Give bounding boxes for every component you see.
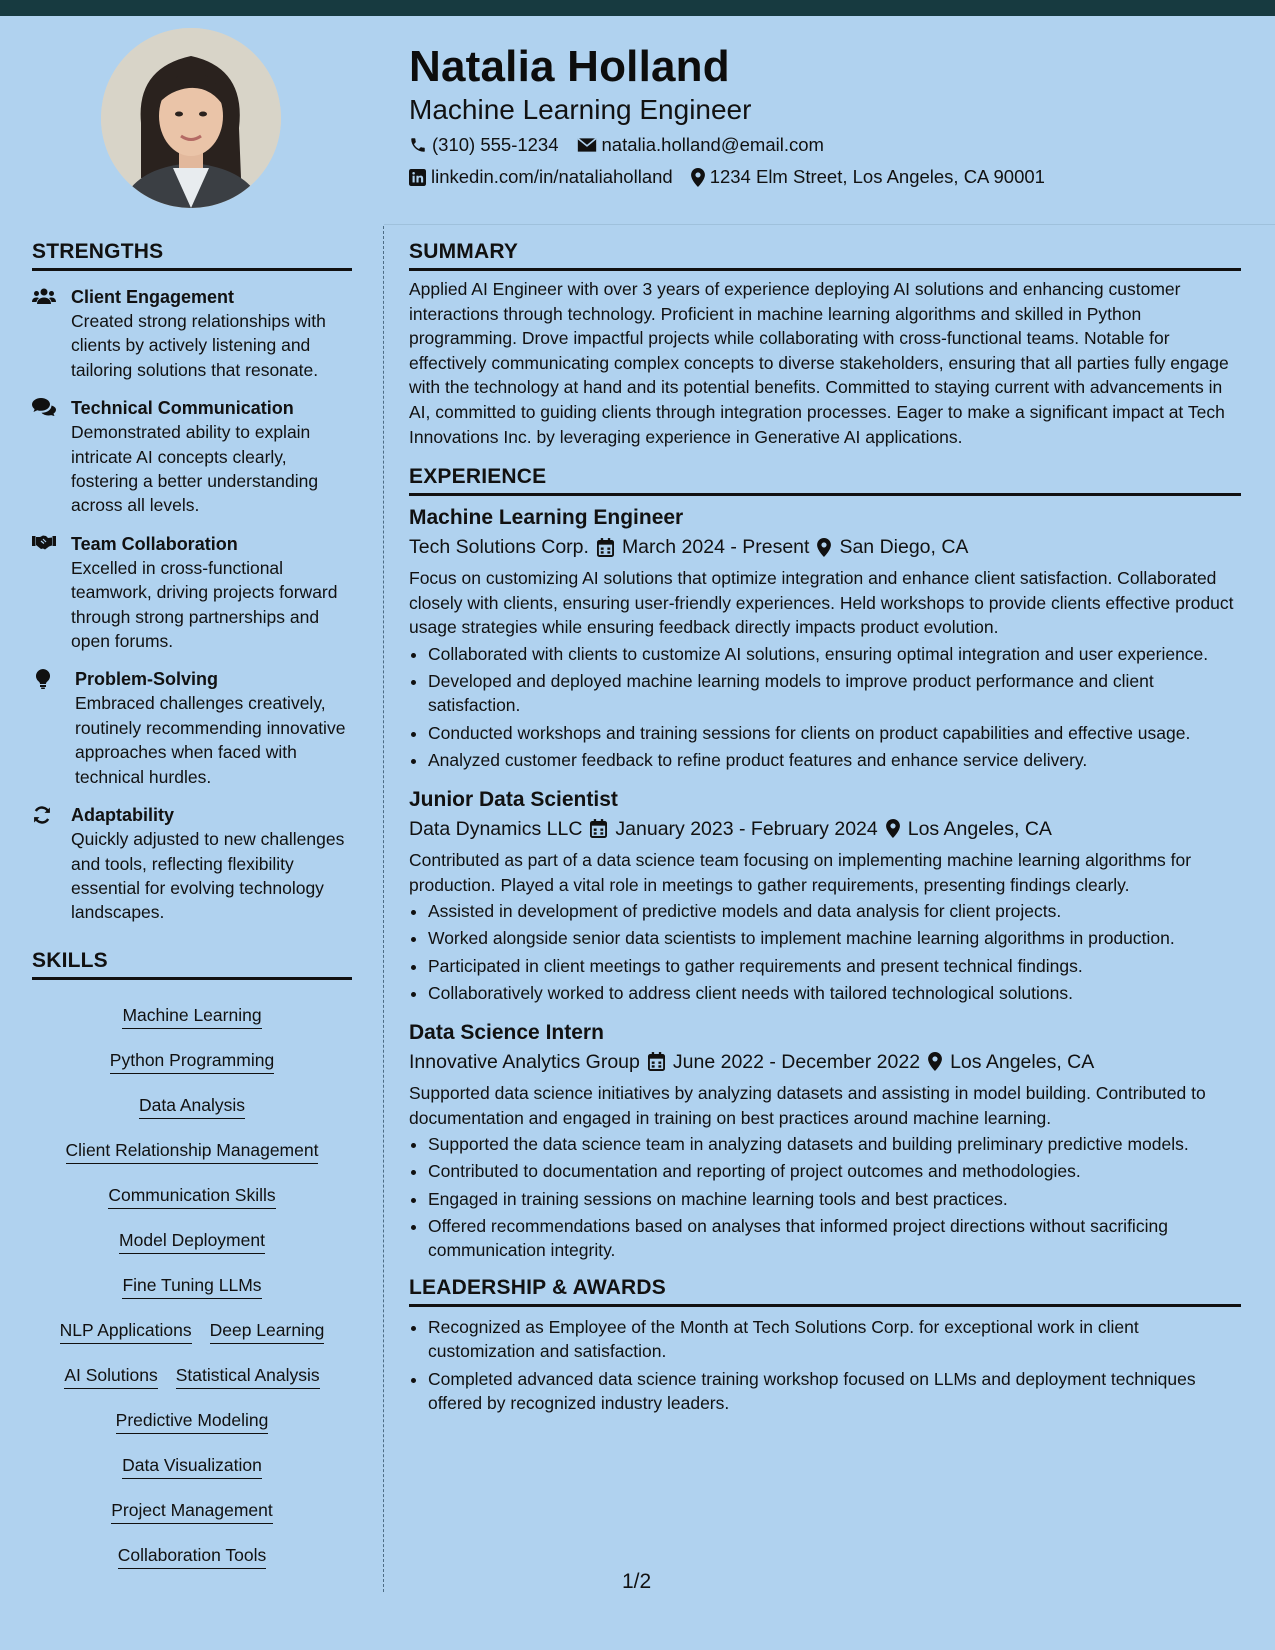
strength-title: Client Engagement xyxy=(71,287,235,307)
bullet-item: • Collaborated with clients to customize AI solutions, ensuring optimal integration and user experience. xyxy=(428,642,1241,666)
strength-item xyxy=(32,803,352,925)
strength-item xyxy=(32,285,352,382)
skill-tag: Deep Learning xyxy=(210,1320,325,1344)
bullet-item: • Offered recommendations based on analyses that informed project directions without sacrificing communication integrity. xyxy=(428,1214,1241,1262)
job-dates: March 2024 - Present xyxy=(621,536,810,559)
lightbulb-icon xyxy=(36,669,50,689)
email-text[interactable]: natalia.holland@email.com xyxy=(601,134,824,155)
candidate-role: Machine Learning Engineer xyxy=(409,94,752,125)
job-company: Innovative Analytics Group xyxy=(409,1050,640,1073)
left-column xyxy=(32,240,352,1569)
job-meta xyxy=(409,814,1241,844)
skill-tag: Python Programming xyxy=(110,1050,274,1074)
sync-icon xyxy=(32,805,52,825)
phone-text: (310) 555-1234 xyxy=(432,134,559,155)
profile-photo xyxy=(101,28,281,208)
strength-desc: Quickly adjusted to new challenges and tools, reflecting flexibility essential for evolving technology landscapes. xyxy=(71,829,345,923)
strength-item xyxy=(32,532,352,654)
users-icon xyxy=(32,287,56,305)
chat-icon xyxy=(32,398,56,416)
handshake-icon xyxy=(32,534,56,550)
linkedin-icon xyxy=(409,169,426,186)
skills-title: SKILLS xyxy=(32,949,352,980)
calendar-icon xyxy=(648,1052,665,1071)
bullet-item: • Supported the data science team in analyzing datasets and building preliminary predictive models. xyxy=(428,1132,1241,1156)
email-contact[interactable] xyxy=(577,134,824,156)
skill-tag: Client Relationship Management xyxy=(66,1140,319,1164)
envelope-icon xyxy=(577,137,597,153)
header-divider xyxy=(384,224,1275,225)
job-location: Los Angeles, CA xyxy=(907,817,1052,840)
job-entry xyxy=(409,786,1241,1005)
skill-tag: Communication Skills xyxy=(108,1185,275,1209)
skill-tag: NLP Applications xyxy=(60,1320,192,1344)
skill-tag: Data Visualization xyxy=(122,1455,262,1479)
job-description: Contributed as part of a data science team focusing on implementing machine learning algorithms for production. Played a vital role in meetings to gather requirements, presenting findings clearly. xyxy=(409,849,1192,895)
bullet-item: • Contributed to documentation and reporting of project outcomes and methodologies. xyxy=(428,1159,1241,1183)
calendar-icon xyxy=(597,538,614,557)
contact-line-1 xyxy=(409,134,824,156)
award-item: • Recognized as Employee of the Month at Tech Solutions Corp. for exceptional work in client customization and satisfaction. xyxy=(428,1315,1241,1363)
strength-item xyxy=(32,667,352,789)
job-meta xyxy=(409,532,1241,562)
skill-tag: AI Solutions xyxy=(64,1365,157,1389)
job-bullets xyxy=(409,1132,1241,1262)
right-column xyxy=(409,240,1241,1418)
bullet-item: • Assisted in development of predictive models and data analysis for client projects. xyxy=(428,899,1241,923)
top-bar xyxy=(0,0,1275,16)
job-company: Tech Solutions Corp. xyxy=(409,536,589,559)
candidate-name: Natalia Holland xyxy=(409,42,730,91)
job-title: Data Science Intern xyxy=(409,1020,604,1044)
bullet-item: • Developed and deployed machine learning models to improve product performance and client satisfaction. xyxy=(428,669,1241,717)
contact-line-2 xyxy=(409,166,1045,188)
map-pin-icon xyxy=(817,538,831,557)
strength-item xyxy=(32,396,352,518)
job-entry xyxy=(409,504,1241,772)
page-number: 1/2 xyxy=(622,1570,652,1593)
linkedin-text[interactable]: linkedin.com/in/nataliaholland xyxy=(431,166,673,187)
award-item: • Completed advanced data science training workshop focused on LLMs and deployment techniques offered by recognized industry leaders. xyxy=(428,1367,1241,1415)
skill-tag: Project Management xyxy=(111,1500,272,1524)
skill-tag: Predictive Modeling xyxy=(116,1410,269,1434)
strength-title: Team Collaboration xyxy=(71,533,238,554)
job-meta xyxy=(409,1047,1241,1077)
strength-title: Technical Communication xyxy=(71,398,294,419)
summary-text: Applied AI Engineer with over 3 years of experience deploying AI solutions and enhancing customer interactions through technology. Proficient in machine learning algorithms and skilled in Python programming. Drove impactful projects while collaborating with cross-functional teams. Notable for effectively communicating complex concepts to diverse stakeholders, ensuring that all parties fully engage with the technology at hand and its potential benefits. Committed to staying current with advancements in AI, committed to guiding clients through integration processes. Eager to make a significant impact at Tech Innovations Inc. by leveraging experience in Generative AI applications. xyxy=(409,279,1229,447)
skill-tag: Statistical Analysis xyxy=(176,1365,320,1389)
phone-icon xyxy=(409,136,427,154)
bullet-item: • Engaged in training sessions on machine learning tools and best practices. xyxy=(428,1187,1241,1211)
job-dates: June 2022 - December 2022 xyxy=(672,1050,921,1073)
skill-tag: Machine Learning xyxy=(122,1005,261,1029)
strength-title: Adaptability xyxy=(71,805,175,826)
job-entry xyxy=(409,1019,1241,1262)
map-pin-icon xyxy=(928,1052,942,1071)
skill-tag: Collaboration Tools xyxy=(118,1545,267,1569)
bullet-item: • Conducted workshops and training sessions for clients on product capabilities and effective usage. xyxy=(428,721,1241,745)
job-location: Los Angeles, CA xyxy=(950,1050,1095,1073)
summary-title: SUMMARY xyxy=(409,240,1241,271)
job-bullets xyxy=(409,899,1241,1005)
strength-desc: Created strong relationships with clients by actively listening and tailoring solutions that resonate. xyxy=(71,311,326,380)
calendar-icon xyxy=(590,819,607,838)
column-divider xyxy=(383,226,384,1592)
skill-tag: Fine Tuning LLMs xyxy=(122,1275,261,1299)
strength-title: Problem-Solving xyxy=(75,669,219,690)
job-title: Junior Data Scientist xyxy=(409,787,618,811)
strength-desc: Demonstrated ability to explain intricate AI concepts clearly, fostering a better understanding across all levels. xyxy=(71,422,319,516)
strengths-title: STRENGTHS xyxy=(32,240,352,271)
job-bullets xyxy=(409,642,1241,772)
bullet-item: • Analyzed customer feedback to refine product features and enhance service delivery. xyxy=(428,748,1241,772)
strength-desc: Excelled in cross-functional teamwork, driving projects forward through strong partnerships and open forums. xyxy=(71,557,338,652)
skill-tag: Data Analysis xyxy=(139,1095,245,1119)
job-title: Machine Learning Engineer xyxy=(409,506,684,530)
job-location: San Diego, CA xyxy=(839,536,969,559)
address-text: 1234 Elm Street, Los Angeles, CA 90001 xyxy=(709,166,1045,187)
job-company: Data Dynamics LLC xyxy=(409,817,583,840)
map-pin-icon xyxy=(691,168,705,187)
leadership-title: LEADERSHIP & AWARDS xyxy=(409,1276,1241,1307)
strength-desc: Embraced challenges creatively, routinely recommending innovative approaches when faced with technical hurdles. xyxy=(75,693,346,787)
bullet-item: • Participated in client meetings to gather requirements and present technical findings. xyxy=(428,954,1241,978)
address-contact xyxy=(691,166,1045,188)
job-description: Focus on customizing AI solutions that optimize integration and enhance client satisfaction. Collaborated closely with clients, ensuring user-friendly experiences. Held workshops to provide clients effective product usage strategies while ensuring feedback directly impacts product evolution. xyxy=(409,568,1234,638)
bullet-item: • Worked alongside senior data scientists to implement machine learning algorithms in production. xyxy=(428,926,1241,950)
phone-contact xyxy=(409,134,559,156)
skills-list xyxy=(32,984,352,1569)
linkedin-contact[interactable] xyxy=(409,166,673,188)
leadership-list xyxy=(409,1315,1241,1415)
job-description: Supported data science initiatives by analyzing datasets and assisting in model building. Contributed to documentation and engaged in training on best practices around machine learning. xyxy=(409,1082,1206,1128)
experience-title: EXPERIENCE xyxy=(409,465,1241,496)
job-dates: January 2023 - February 2024 xyxy=(615,817,878,840)
bullet-item: • Collaboratively worked to address client needs with tailored technological solutions. xyxy=(428,981,1241,1005)
skill-tag: Model Deployment xyxy=(119,1230,265,1254)
map-pin-icon xyxy=(886,819,900,838)
